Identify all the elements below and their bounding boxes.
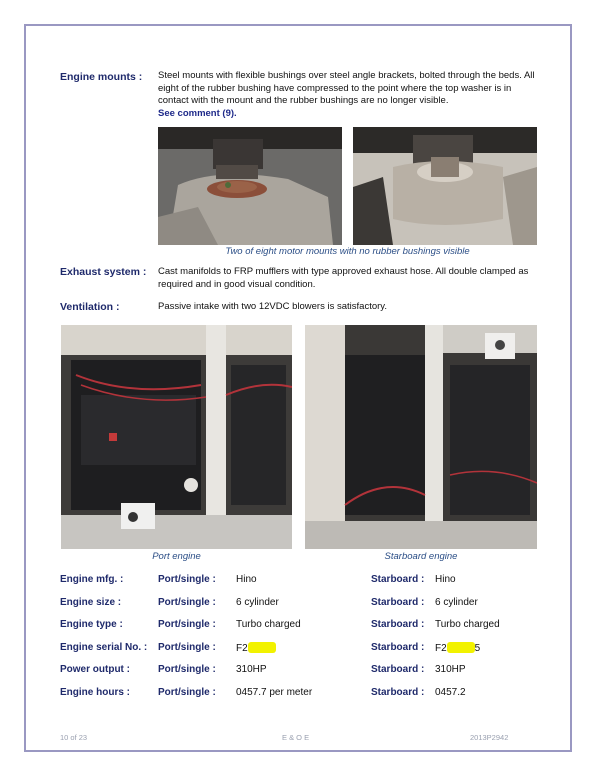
- see-comment-link[interactable]: See comment (9).: [158, 107, 237, 119]
- starboard-serial-suffix: 5: [474, 643, 481, 654]
- engine-mounts-description: Steel mounts with flexible bushings over steel angle brackets, bolted through the beds. All eight of the rubber bushing have compressed to the point where the top washer is in contact with the mount and the rubber bushings are no longer visible.: [158, 70, 535, 106]
- motor-mount-photo-2: [353, 127, 537, 245]
- starboard-serial-value: [435, 642, 480, 654]
- footer-page-number: 10 of 23: [60, 733, 88, 742]
- port-size-value: 6 cylinder: [236, 597, 279, 608]
- port-label: Port/single :: [158, 574, 216, 585]
- engine-hours-label: Engine hours :: [60, 687, 130, 698]
- port-serial-value: [236, 642, 276, 654]
- starboard-label: Starboard :: [371, 597, 425, 608]
- port-label: Port/single :: [158, 619, 216, 630]
- port-mfg-value: Hino: [236, 574, 257, 585]
- engine-mounts-label: Engine mounts :: [60, 71, 143, 83]
- engine-serial-label: Engine serial No. :: [60, 642, 148, 653]
- starboard-engine-caption: Starboard engine: [384, 551, 458, 562]
- redaction-mark: [447, 642, 475, 653]
- port-engine-photo: [61, 325, 292, 549]
- engine-size-label: Engine size :: [60, 597, 122, 608]
- power-output-label: Power output :: [60, 664, 130, 675]
- starboard-power-value: 310HP: [435, 664, 466, 675]
- starboard-serial-prefix: F2: [435, 643, 447, 654]
- port-power-value: 310HP: [236, 664, 267, 675]
- exhaust-system-text: Cast manifolds to FRP mufflers with type approved exhaust hose. All double clamped as required and in good visual condition.: [158, 266, 529, 290]
- port-label: Port/single :: [158, 687, 216, 698]
- port-label: Port/single :: [158, 642, 216, 653]
- port-label: Port/single :: [158, 664, 216, 675]
- starboard-label: Starboard :: [371, 619, 425, 630]
- footer-eoe: E & O E: [282, 733, 310, 742]
- ventilation-label: Ventilation :: [60, 301, 120, 313]
- starboard-mfg-value: Hino: [435, 574, 456, 585]
- engine-mounts-text: [158, 70, 540, 120]
- motor-mounts-caption: Two of eight motor mounts with no rubber bushings visible: [225, 246, 470, 257]
- engine-type-label: Engine type :: [60, 619, 123, 630]
- port-type-value: Turbo charged: [236, 619, 301, 630]
- engine-mfg-label: Engine mfg. :: [60, 574, 124, 585]
- port-hours-value: 0457.7 per meter: [236, 687, 313, 698]
- starboard-label: Starboard :: [371, 664, 425, 675]
- port-serial-prefix: F2: [236, 643, 248, 654]
- starboard-label: Starboard :: [371, 642, 425, 653]
- starboard-size-value: 6 cylinder: [435, 597, 478, 608]
- port-engine-caption: Port engine: [152, 551, 201, 562]
- exhaust-system-label: Exhaust system :: [60, 266, 147, 278]
- starboard-label: Starboard :: [371, 687, 425, 698]
- ventilation-text: Passive intake with two 12VDC blowers is satisfactory.: [158, 301, 387, 312]
- starboard-hours-value: 0457.2: [435, 687, 466, 698]
- redaction-mark: [248, 642, 276, 653]
- port-label: Port/single :: [158, 597, 216, 608]
- starboard-engine-photo: [305, 325, 537, 549]
- starboard-label: Starboard :: [371, 574, 425, 585]
- starboard-type-value: Turbo charged: [435, 619, 500, 630]
- footer-reference: 2013P2942: [470, 733, 509, 742]
- motor-mount-photo-1: [158, 127, 342, 245]
